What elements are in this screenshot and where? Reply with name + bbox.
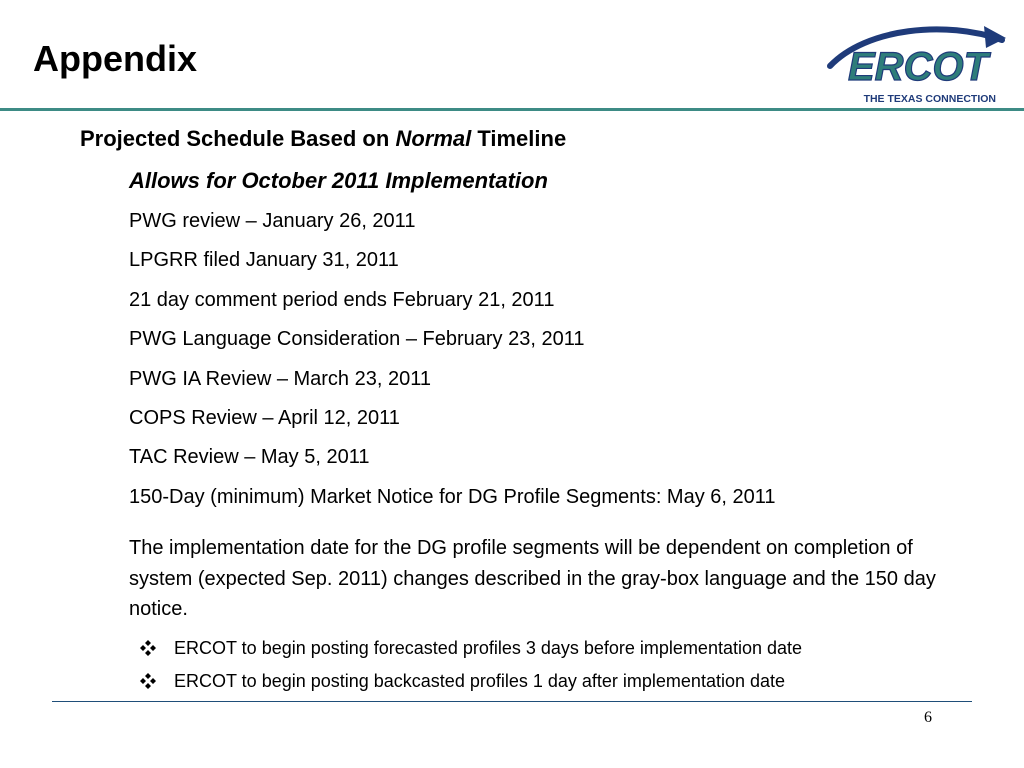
page-number: 6	[924, 709, 932, 726]
footer-divider	[52, 701, 972, 702]
bullet-item	[140, 631, 802, 664]
four-diamond-bullet-icon	[140, 640, 156, 656]
section-subheading: Allows for October 2011 Implementation	[129, 168, 548, 193]
ercot-logo	[826, 18, 1010, 108]
schedule-item: 150-Day (minimum) Market Notice for DG Profile Segments: May 6, 2011	[129, 485, 776, 508]
heading-emphasis: Normal	[395, 126, 472, 151]
heading-prefix: Projected Schedule Based on	[80, 126, 396, 151]
title-divider	[0, 108, 1024, 111]
schedule-item: PWG review – January 26, 2011	[129, 210, 416, 232]
schedule-item: PWG IA Review – March 23, 2011	[129, 367, 431, 390]
bullet-text: ERCOT to begin posting forecasted profiles 3 days before implementation date	[174, 637, 803, 658]
logo-wordmark: ERCOT	[848, 45, 988, 89]
bullet-text: ERCOT to begin posting backcasted profiles 1 day after implementation date	[174, 670, 786, 691]
schedule-item: PWG Language Consideration – February 23, 2011	[129, 328, 585, 351]
slide-title: Appendix	[33, 38, 198, 79]
four-diamond-bullet-icon	[140, 673, 156, 689]
schedule-list	[129, 208, 776, 523]
schedule-item: 21 day comment period ends February 21, 2011	[129, 288, 555, 311]
schedule-item: TAC Review – May 5, 2011	[129, 446, 370, 469]
section-heading	[80, 126, 566, 152]
bullet-item	[140, 664, 802, 697]
schedule-item: LPGRR filed January 31, 2011	[129, 249, 399, 272]
bullet-list	[140, 631, 802, 697]
implementation-paragraph: The implementation date for the DG profile segments will be dependent on completion of system (expected Sep. 2011) changes described in the gray-box language and the 150 day notice.	[129, 537, 936, 620]
logo-tagline: THE TEXAS CONNECTION	[863, 93, 996, 105]
schedule-item: COPS Review – April 12, 2011	[129, 406, 400, 429]
heading-suffix: Timeline	[471, 126, 567, 151]
